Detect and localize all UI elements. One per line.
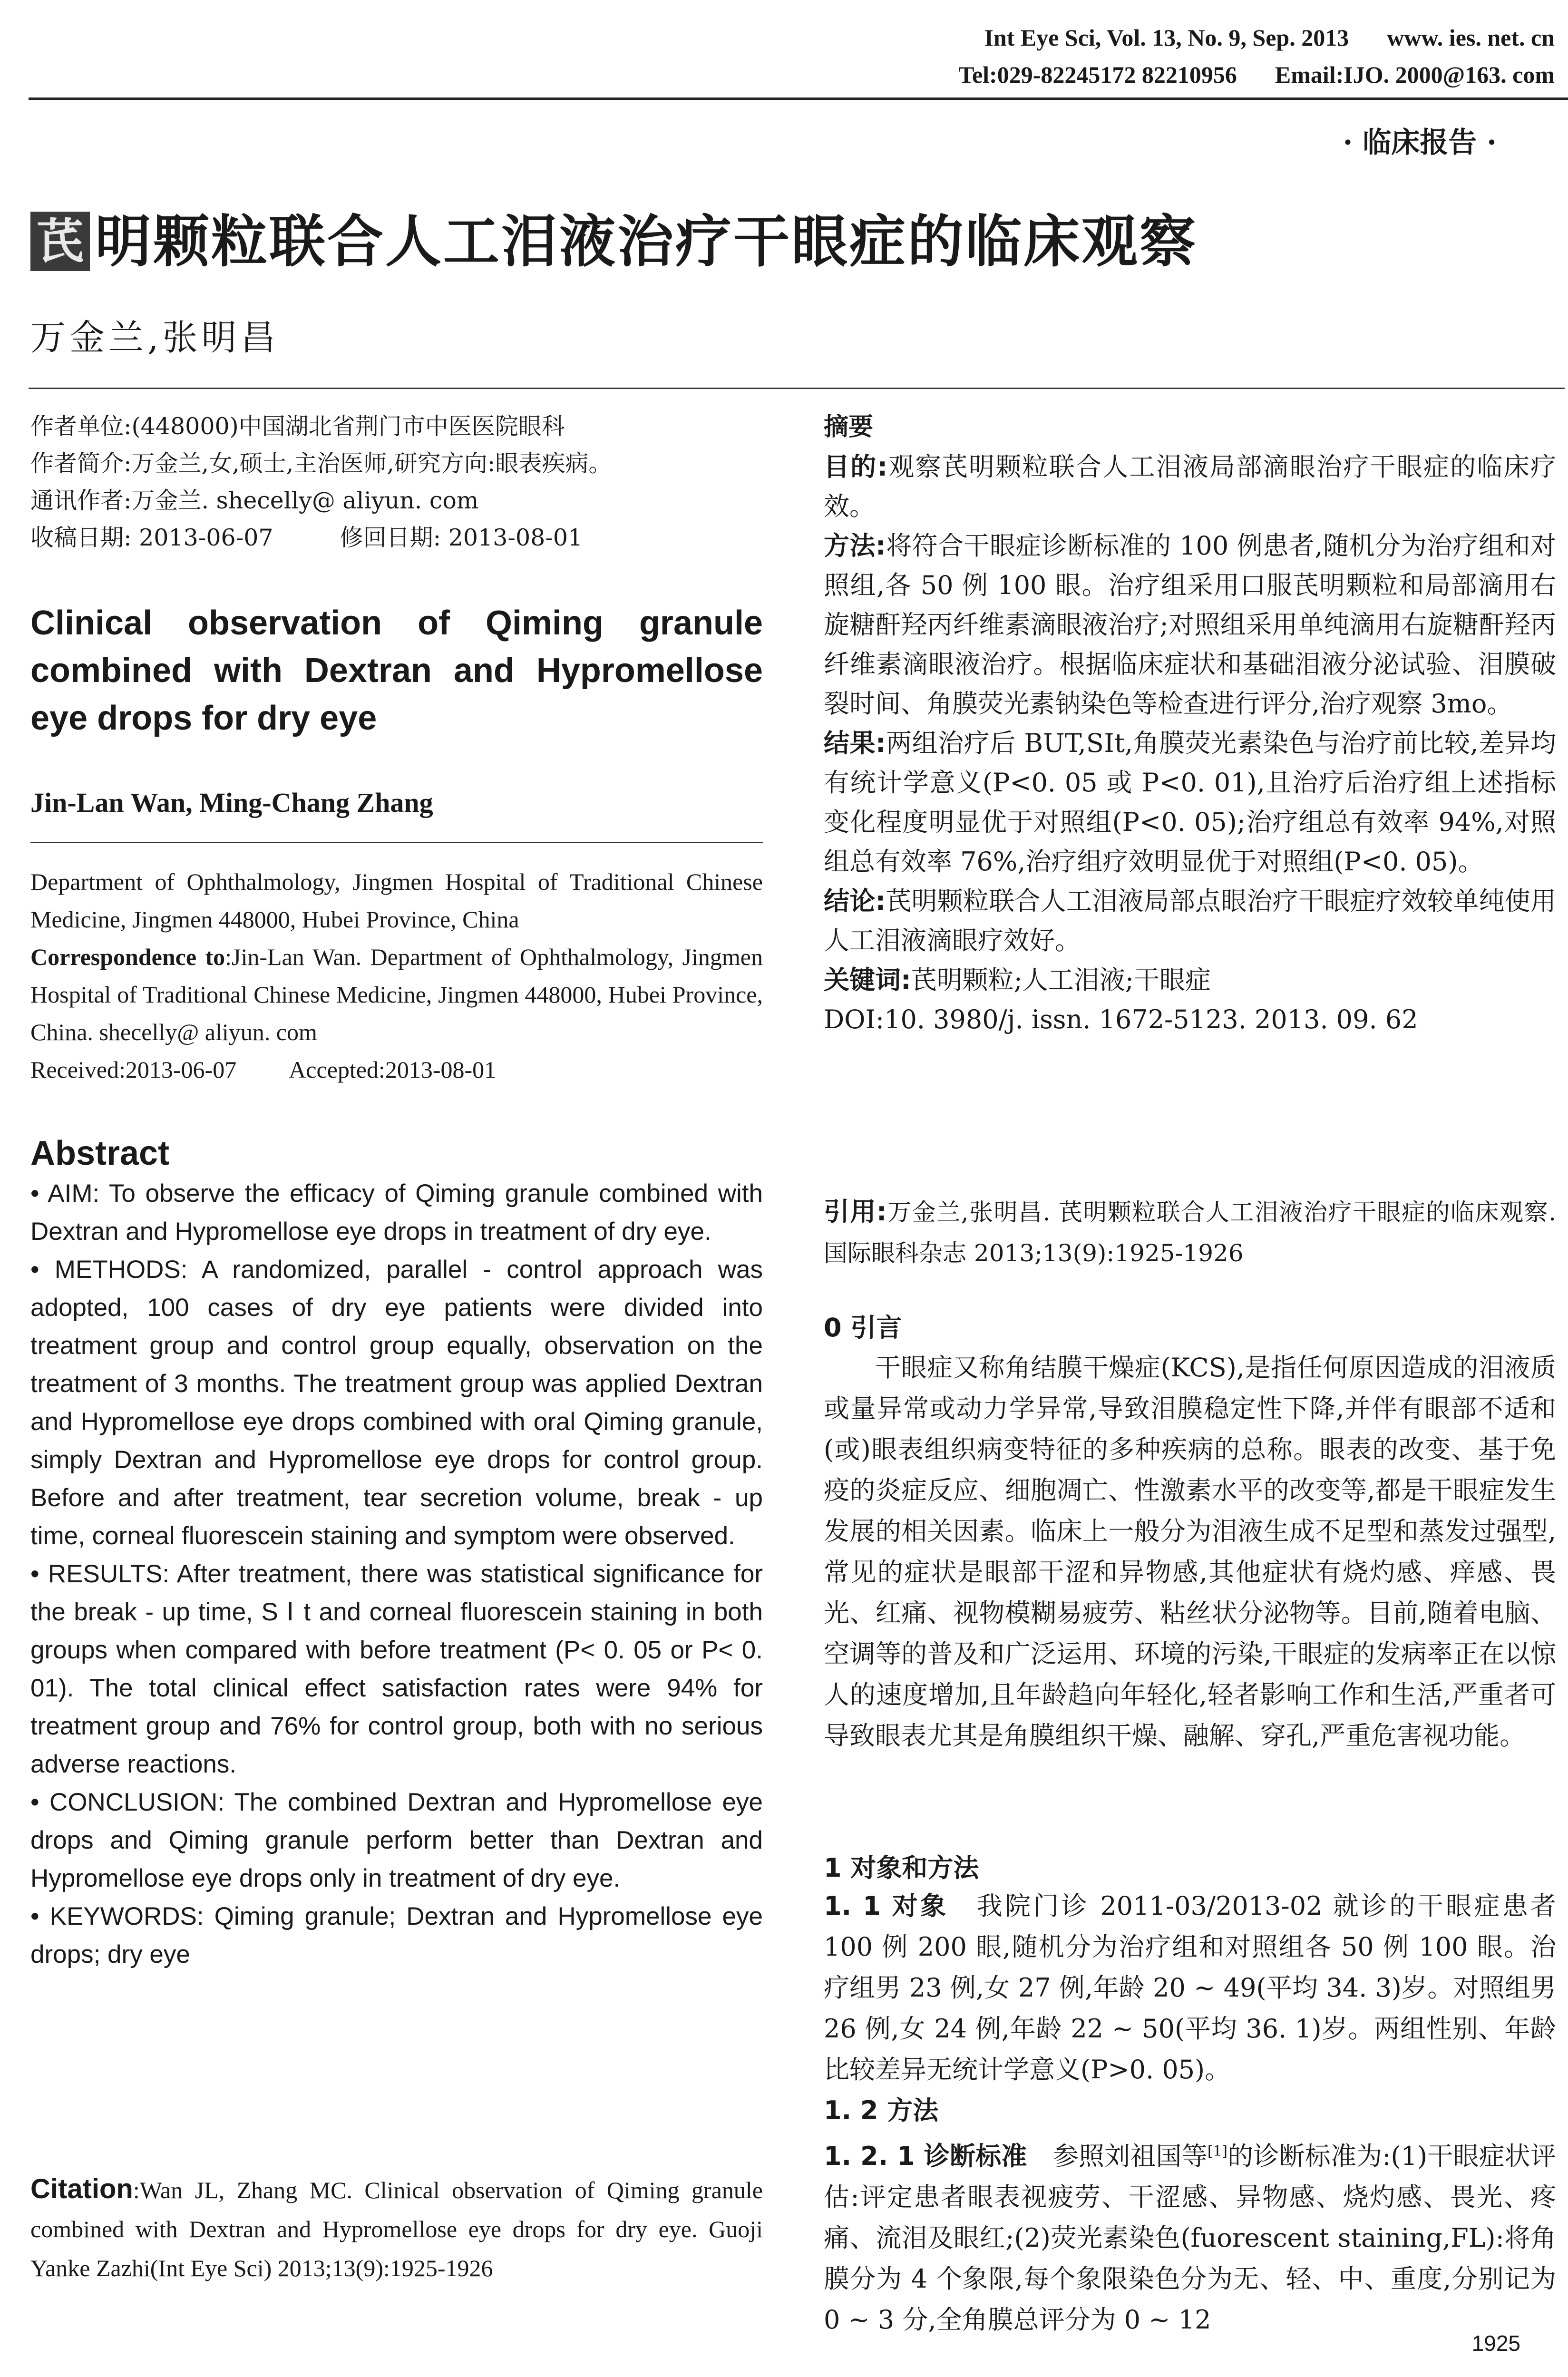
correspondence-label: Correspondence to [30, 944, 225, 970]
abstract-cn-aim [824, 447, 1556, 526]
journal-header-line [946, 24, 1555, 51]
citation-label-cn: 引用: [824, 1197, 887, 1227]
abstract-cn-keywords [824, 960, 1556, 1000]
intro-heading: 0 引言 [824, 1313, 902, 1343]
authors-divider [30, 842, 763, 843]
aim-label: • AIM: [30, 1179, 100, 1208]
conclusion-label: • CONCLUSION: [30, 1788, 225, 1816]
authors-cn: 万金兰,张明昌 [30, 317, 280, 358]
citation-text-cn: 万金兰,张明昌. 芪明颗粒联合人工泪液治疗干眼症的临床观察. 国际眼科杂志 2013;13(9):1925-1926 [824, 1198, 1556, 1267]
journal-website: www. ies. net. cn [1387, 24, 1555, 51]
title-divider [29, 388, 1565, 389]
conclusion-text: The combined Dextran and Hypromellose eye drops and Qiming granule perform better than Dextran and Hypromellose eye drops only in treatment of dry eye. [30, 1788, 763, 1892]
abstract-keywords [30, 1898, 763, 1974]
dates-cn [30, 519, 763, 556]
section-1-1-text: 我院门诊 2011-03/2013-02 就诊的干眼症患者 100 例 200 眼,随机分为治疗组和对照组各 50 例 100 眼。治疗组男 23 例,女 27 例,年龄 20 ~ 49(平均 34. 3)岁。对照组男 26 例,女 24 例,年龄 22 ~ 50(平均 36. 1)岁。两组性别、年龄比较差异无统计学意义(P>0. 05)。 [824, 1891, 1556, 2085]
author-unit: 作者单位:(448000)中国湖北省荆门市中医医院眼科 [30, 413, 565, 440]
doi: DOI:10. 3980/j. issn. 1672-5123. 2013. 09. 62 [824, 1004, 1418, 1034]
results-text: After treatment, there was statistical significance for the break - up time, S Ⅰ t and corneal fluorescein staining in both groups when compared with before treatment (P< 0. 05 or P< 0. 01). The total clinical effect satisfaction rates were 94% for treatment group and 76% for control group, both with no serious adverse reactions. [30, 1560, 763, 1778]
journal-email: Email:IJO. 2000@163. com [1275, 61, 1555, 88]
keywords-label: • KEYWORDS: [30, 1902, 204, 1930]
methods-label: • METHODS: [30, 1256, 188, 1284]
abstract-conclusion [30, 1783, 763, 1898]
journal-tel: Tel:029-82245172 82210956 [958, 61, 1237, 88]
abstract-cn-methods [824, 526, 1556, 723]
affiliation-en [30, 863, 763, 1089]
methods-body [824, 1886, 1556, 2340]
page-number: 1925 [1471, 2331, 1520, 2356]
received-date-cn: 收稿日期: 2013-06-07 [30, 524, 273, 551]
abstract-en [30, 1175, 763, 1974]
header-divider [29, 97, 1568, 100]
methods-heading: 1 对象和方法 [824, 1853, 979, 1883]
section-1-2-1 [824, 2131, 1556, 2340]
keywords-text: Qiming granule; Dextran and Hypromellose eye drops; dry eye [30, 1902, 763, 1968]
methods-text-cn: 将符合干眼症诊断标准的 100 例患者,随机分为治疗组和对照组,各 50 例 100 眼。治疗组采用口服芪明颗粒和局部滴用右旋糖酐羟丙纤维素滴眼液治疗;对照组采用单纯滴用右旋糖酐羟丙纤维素滴眼液治疗。根据临床症状和基础泪液分泌试验、泪膜破裂时间、角膜荧光素钠染色等检查进行评分,治疗观察 3mo。 [824, 531, 1556, 719]
aim-text: To observe the efficacy of Qiming granule combined with Dextran and Hypromellose eye drops in treatment of dry eye. [30, 1179, 763, 1246]
abstract-methods [30, 1251, 763, 1555]
methods-label-cn: 方法: [824, 531, 886, 561]
section-1-2-label: 1. 2 方法 [824, 2095, 939, 2125]
keywords-label-cn: 关键词: [824, 965, 911, 995]
citation-cn [824, 1191, 1556, 1274]
journal-citation: Int Eye Sci, Vol. 13, No. 9, Sep. 2013 [984, 24, 1349, 51]
corresponding-author: 通讯作者:万金兰. shecelly@ aliyun. com [30, 487, 479, 514]
citation-label: Citation [30, 2173, 133, 2204]
methods-text: A randomized, parallel - control approach was adopted, 100 cases of dry eye patients were divided into treatment group and control group equally, observation on the treatment of 3 months. The treatment group was applied Dextran and Hypromellose eye drops combined with oral Qiming granule, simply Dextran and Hypromellose eye drops for control group. Before and after treatment, tear secretion volume, break - up time, corneal fluorescein staining and symptom were observed. [30, 1256, 763, 1550]
abstract-cn-results [824, 723, 1556, 881]
section-label: · 临床报告 · [1343, 126, 1497, 159]
aim-label-cn: 目的: [824, 452, 888, 482]
correspondence-text: :Jin-Lan Wan. Department of Ophthalmology, Jingmen Hospital of Traditional Chinese Medicine, Jingmen 448000, Hubei Province, China. shecelly@ aliyun. com [30, 944, 763, 1045]
results-text-cn: 两组治疗后 BUT,SⅠt,角膜荧光素染色与治疗前比较,差异均有统计学意义(P<0. 05 或 P<0. 01),且治疗后治疗组上述指标变化程度明显优于对照组(P<0. 05);治疗组总有效率 94%,对照组总有效率 76%,治疗组疗效明显优于对照组(P<0. 05)。 [824, 728, 1556, 877]
revised-date-cn: 修回日期: 2013-08-01 [340, 524, 583, 551]
citation-en [30, 2170, 763, 2288]
conclusion-text-cn: 芪明颗粒联合人工泪液局部点眼治疗干眼症疗效较单纯使用人工泪液滴眼疗效好。 [824, 886, 1556, 955]
paper-title-cn: 明颗粒联合人工泪液治疗干眼症的临床观察 [95, 209, 1198, 274]
citation-text: :Wan JL, Zhang MC. Clinical observation of Qiming granule combined with Dextran and Hypromellose eye drops for dry eye. Guoji Yanke Zazhi(Int Eye Sci) 2013;13(9):1925-1926 [30, 2177, 763, 2281]
section-1-2 [824, 2090, 1556, 2131]
journal-contact-line [920, 61, 1555, 88]
section-1-2-1-text: 的诊断标准为:(1)干眼症状评估:评定患者眼表视疲劳、干涩感、异物感、烧灼感、畏光、疼痛、流泪及眼红;(2)荧光素染色(fuorescent staining,FL):将角膜分为 4 个象限,每个象限染色分为无、轻、中、重度,分别记为 0 ~ 3 分,全角膜总评分为 0 ~ 12 [824, 2141, 1557, 2335]
paper-title-en: Clinical observation of Qiming granule combined with Dextran and Hypromellose eye drops for dry eye [30, 604, 763, 737]
abstract-cn [824, 447, 1556, 1039]
department: Department of Ophthalmology, Jingmen Hospital of Traditional Chinese Medicine, Jingmen 448000, Hubei Province, China [30, 868, 763, 933]
author-info-cn [30, 408, 763, 556]
intro-text: 干眼症又称角结膜干燥症(KCS),是指任何原因造成的泪液质或量异常或动力学异常,导致泪膜稳定性下降,并伴有眼部不适和(或)眼表组织病变特征的多种疾病的总称。眼表的改变、基于免疫的炎症反应、细胞凋亡、性激素水平的改变等,都是干眼症发生发展的相关因素。临床上一般分为泪液生成不足型和蒸发过强型,常见的症状是眼部干涩和异物感,其他症状有烧灼感、痒感、畏光、红痛、视物模糊易疲劳、粘丝状分泌物等。目前,随着电脑、空调等的普及和广泛运用、环境的污染,干眼症的发病率正在以惊人的速度增加,且年龄趋向年轻化,轻者影响工作和生活,严重者可导致眼表尤其是角膜组织干燥、融解、穿孔,严重危害视功能。 [824, 1353, 1556, 1751]
section-1-2-1-pre: 参照刘祖国等 [1052, 2141, 1208, 2171]
title-first-char: 芪 [30, 212, 90, 271]
results-label: • RESULTS: [30, 1560, 170, 1588]
section-1-1-label: 1. 1 对象 [824, 1891, 949, 1921]
received-date-en: Received:2013-06-07 [30, 1056, 237, 1083]
section-1-1 [824, 1886, 1556, 2090]
accepted-date-en: Accepted:2013-08-01 [289, 1056, 497, 1083]
abstract-heading-cn: 摘要 [824, 413, 874, 441]
author-bio: 作者简介:万金兰,女,硕士,主治医师,研究方向:眼表疾病。 [30, 450, 612, 477]
conclusion-label-cn: 结论: [824, 886, 886, 916]
aim-text-cn: 观察芪明颗粒联合人工泪液局部滴眼治疗干眼症的临床疗效。 [824, 452, 1556, 521]
results-label-cn: 结果: [824, 728, 886, 758]
section-1-2-1-label: 1. 2. 1 诊断标准 [824, 2141, 1027, 2171]
keywords-text-cn: 芪明颗粒;人工泪液;干眼症 [911, 965, 1211, 995]
abstract-heading-en: Abstract [30, 1134, 170, 1172]
reference-marker[interactable]: [1] [1207, 2143, 1227, 2160]
abstract-cn-conclusion [824, 881, 1556, 960]
authors-en: Jin-Lan Wan, Ming-Chang Zhang [30, 787, 433, 818]
dates-en [30, 1051, 763, 1089]
abstract-results [30, 1555, 763, 1783]
abstract-aim [30, 1175, 763, 1251]
correspondence [30, 938, 763, 1051]
